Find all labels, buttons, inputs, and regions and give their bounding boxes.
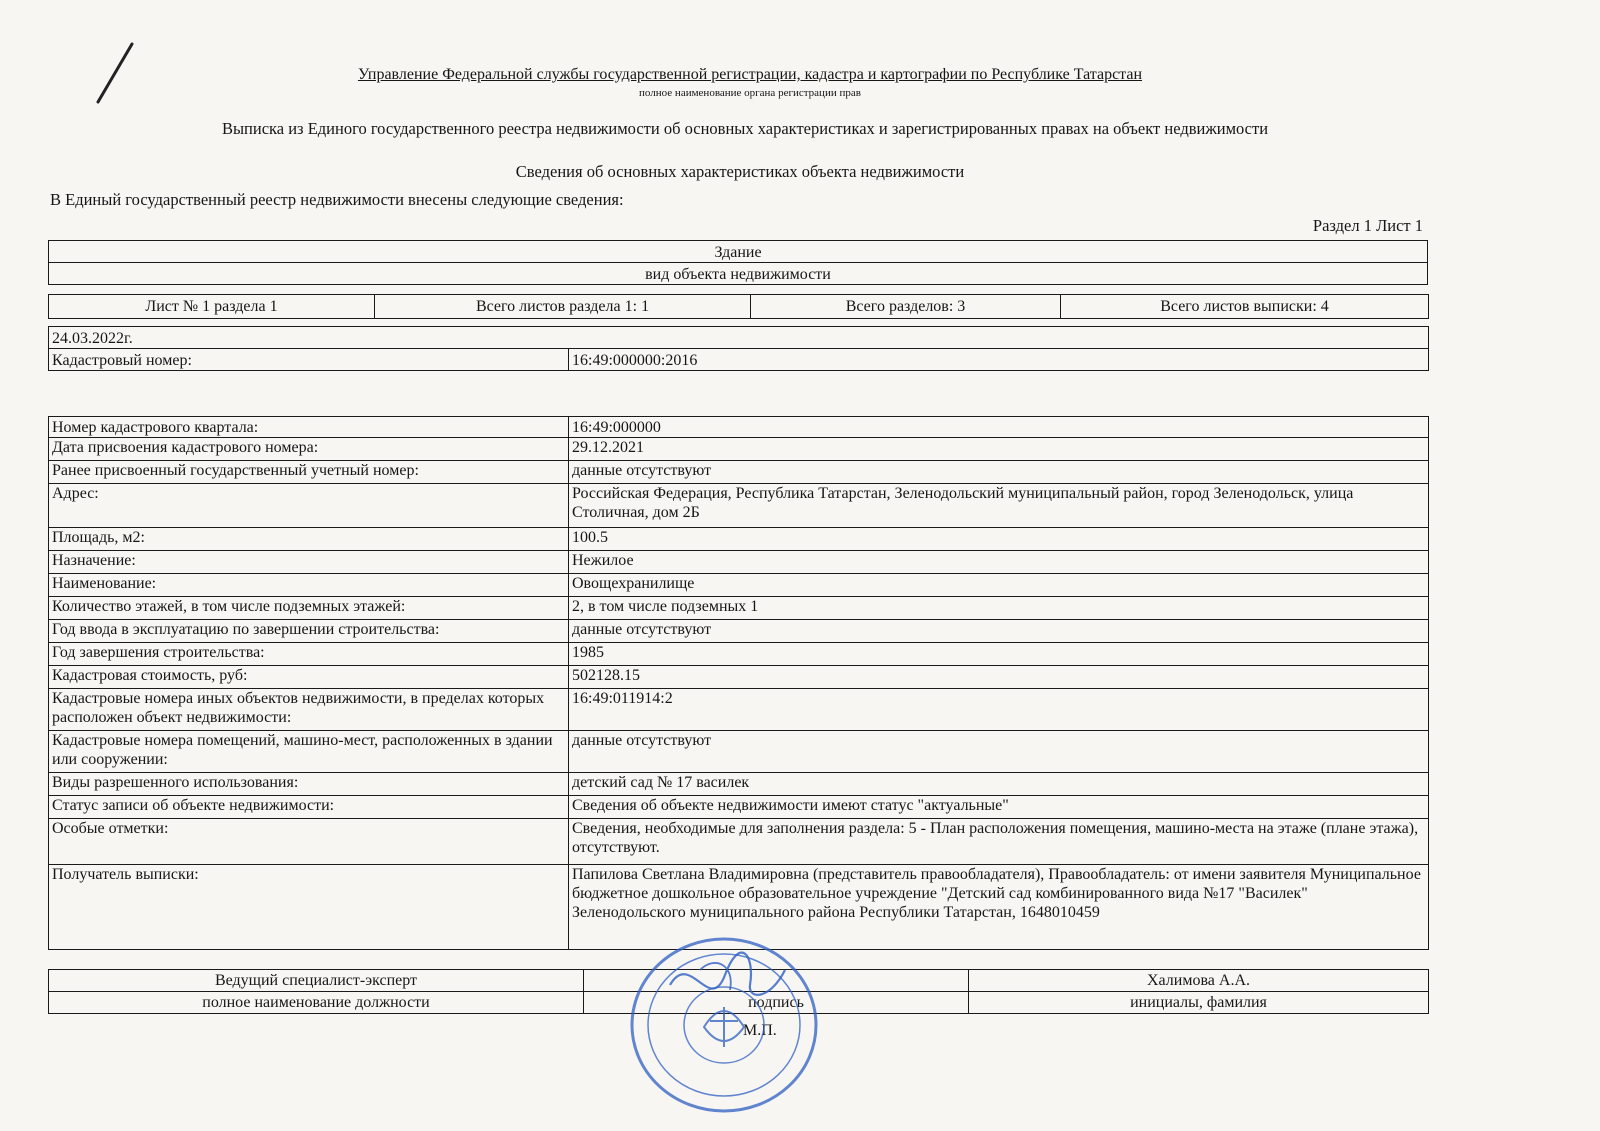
total-sheets: Всего листов выписки: 4	[1061, 295, 1429, 319]
row-label: Год завершения строительства:	[49, 643, 569, 666]
handwritten-signature	[660, 945, 800, 1015]
intro-text: В Единый государственный реестр недвижимости внесены следующие сведения:	[50, 190, 624, 209]
row-value: 29.12.2021	[569, 438, 1429, 461]
row-label: Количество этажей, в том числе подземных этажей:	[49, 597, 569, 620]
row-label: Дата присвоения кадастрового номера:	[49, 438, 569, 461]
row-label: Кадастровая стоимость, руб:	[49, 666, 569, 689]
row-label: Виды разрешенного использования:	[49, 773, 569, 796]
object-type-caption: вид объекта недвижимости	[49, 263, 1428, 285]
section-label: Раздел 1 Лист 1	[1312, 216, 1423, 235]
row-value: Папилова Светлана Владимировна (представитель правообладателя), Правообладатель: от имени заявителя Муниципальное бюджетное дошкольное образовательное учреждение "Детский сад комбинированного вида №17 "Василек" Зеленодольского муниципального района Республики Татарстан, 1648010459	[569, 865, 1429, 950]
seal-place-label: М.П.	[743, 1022, 777, 1039]
row-value: 502128.15	[569, 666, 1429, 689]
cadastral-number-label: Кадастровый номер:	[49, 349, 569, 371]
row-value: 1985	[569, 643, 1429, 666]
extract-title: Выписка из Единого государственного реестра недвижимости об основных характеристиках и зарегистрированных правах на объект недвижимости	[221, 119, 1269, 138]
row-value: 16:49:000000	[569, 417, 1429, 438]
object-type-table	[48, 240, 1428, 285]
date-cadastral-table	[48, 326, 1429, 371]
row-label: Назначение:	[49, 551, 569, 574]
agency-caption: полное наименование органа регистрации прав	[639, 87, 861, 99]
row-label: Год ввода в эксплуатацию по завершении строительства:	[49, 620, 569, 643]
official-name: Халимова А.А.	[969, 970, 1429, 992]
object-type: Здание	[49, 241, 1428, 263]
name-caption: инициалы, фамилия	[969, 992, 1429, 1014]
row-value: данные отсутствуют	[569, 461, 1429, 484]
row-label: Площадь, м2:	[49, 528, 569, 551]
row-value: Российская Федерация, Республика Татарстан, Зеленодольский муниципальный район, город Зеленодольск, улица Столичная, дом 2Б	[569, 484, 1429, 528]
row-label: Номер кадастрового квартала:	[49, 417, 569, 438]
row-value: 16:49:011914:2	[569, 689, 1429, 731]
sign-caption: подпись	[584, 992, 969, 1014]
official-position: Ведущий специалист-эксперт	[49, 970, 584, 992]
sheets-in-section: Всего листов раздела 1: 1	[375, 295, 751, 319]
row-label: Адрес:	[49, 484, 569, 528]
row-value: Овощехранилище	[569, 574, 1429, 597]
row-value: Сведения об объекте недвижимости имеют статус "актуальные"	[569, 796, 1429, 819]
row-value: Нежилое	[569, 551, 1429, 574]
row-value: данные отсутствуют	[569, 620, 1429, 643]
row-label: Кадастровые номера помещений, машино-мест, расположенных в здании или сооружении:	[49, 731, 569, 773]
row-value: 2, в том числе подземных 1	[569, 597, 1429, 620]
row-label: Наименование:	[49, 574, 569, 597]
row-label: Ранее присвоенный государственный учетный номер:	[49, 461, 569, 484]
row-label: Кадастровые номера иных объектов недвижимости, в пределах которых расположен объект недвижимости:	[49, 689, 569, 731]
total-sections: Всего разделов: 3	[751, 295, 1061, 319]
row-value: данные отсутствуют	[569, 731, 1429, 773]
row-label: Особые отметки:	[49, 819, 569, 865]
cadastral-number-value: 16:49:000000:2016	[569, 349, 1429, 371]
row-value: детский сад № 17 василек	[569, 773, 1429, 796]
row-value: 100.5	[569, 528, 1429, 551]
row-label: Статус записи об объекте недвижимости:	[49, 796, 569, 819]
section-title: Сведения об основных характеристиках объекта недвижимости	[515, 162, 965, 181]
row-value: Сведения, необходимые для заполнения раздела: 5 - План расположения помещения, машино-места на этаже (плане этажа), отсутствуют.	[569, 819, 1429, 865]
position-caption: полное наименование должности	[49, 992, 584, 1014]
characteristics-table	[48, 416, 1429, 950]
row-label: Получатель выписки:	[49, 865, 569, 950]
sheets-table	[48, 294, 1429, 319]
extract-date: 24.03.2022г.	[49, 327, 1429, 349]
agency-name: Управление Федеральной службы государственной регистрации, кадастра и картографии по Республике Татарстан	[357, 66, 1143, 83]
sheet-number: Лист № 1 раздела 1	[49, 295, 375, 319]
